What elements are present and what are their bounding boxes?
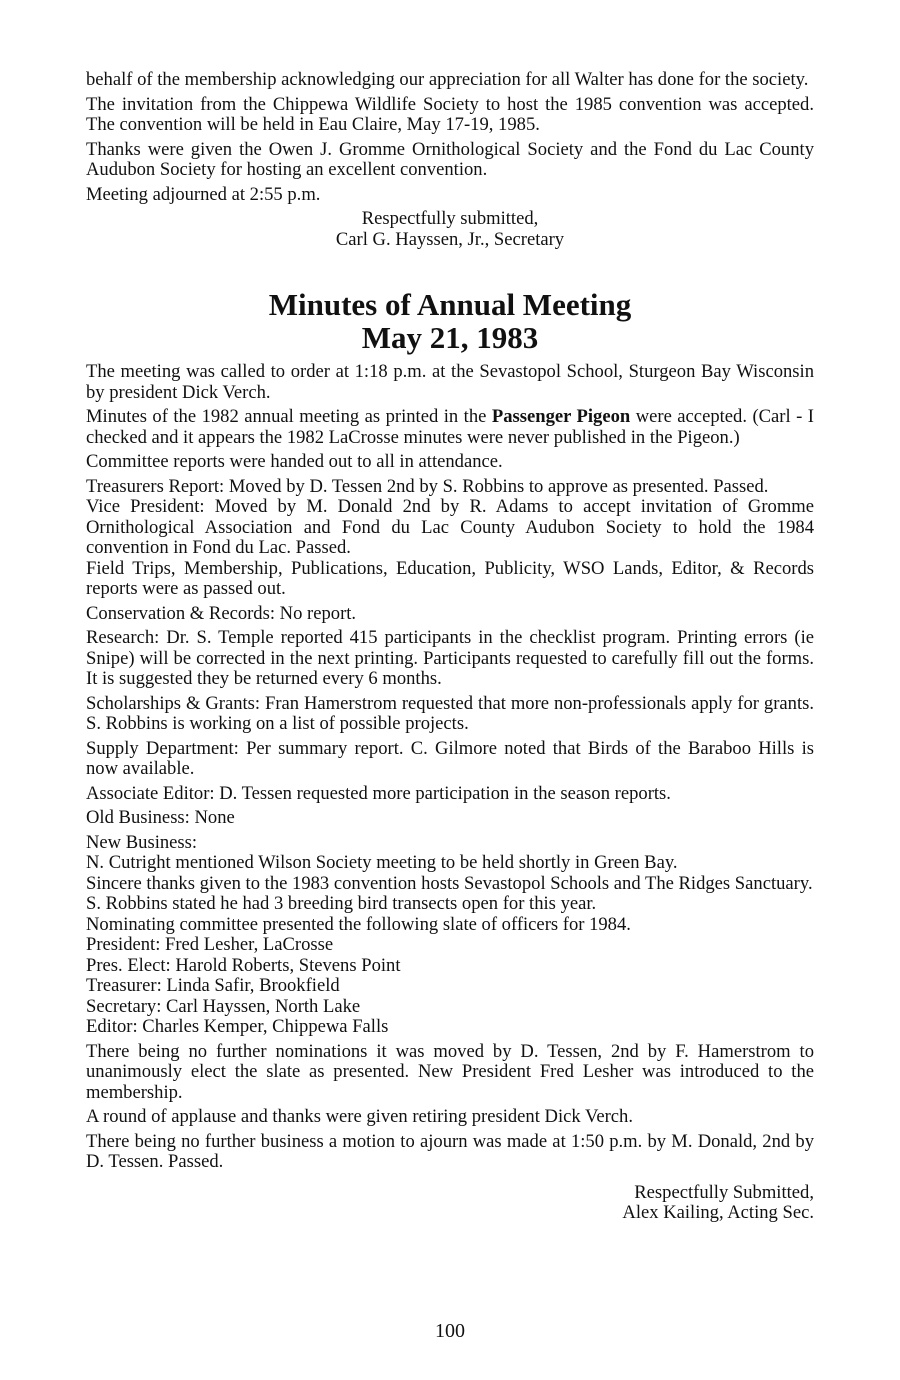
cutright-paragraph: N. Cutright mentioned Wilson Society meeting to be held shortly in Green Bay. xyxy=(86,852,678,873)
vice-president-paragraph: Vice President: Moved by M. Donald 2nd by R. Adams to accept invitation of Gromme Ornithological Association and Fond du Lac County Audubon Society to hold the 1984 convention in Fond du Lac. Passed. xyxy=(86,496,814,558)
adjourned-paragraph: Meeting adjourned at 2:55 p.m. xyxy=(86,183,321,205)
new-business-heading: New Business: xyxy=(86,831,198,853)
minutes-signoff-line: Respectfully Submitted, xyxy=(634,1181,814,1203)
prior-minutes-text-b: were accepted. (Carl - I checked and it appears the 1982 LaCrosse minutes were never published in the Pigeon.) xyxy=(86,406,814,448)
election-paragraph: There being no further nominations it was moved by D. Tessen, 2nd by F. Hamerstrom to unanimously elect the slate as presented. New President Fred Lesher was introduced to the membership. xyxy=(86,1040,814,1103)
section-heading xyxy=(86,288,814,354)
treasurer-paragraph: Treasurers Report: Moved by D. Tessen 2nd by S. Robbins to approve as presented. Passed. xyxy=(86,475,769,497)
associate-editor-paragraph: Associate Editor: D. Tessen requested more participation in the season reports. xyxy=(86,782,671,804)
officer-line: President: Fred Lesher, LaCrosse xyxy=(86,934,334,955)
supply-paragraph: Supply Department: Per summary report. C. Gilmore noted that Birds of the Baraboo Hills is now available. xyxy=(86,737,814,779)
old-business-paragraph: Old Business: None xyxy=(86,807,235,828)
prior-minutes-text-a: Minutes of the 1982 annual meeting as printed in the xyxy=(86,406,492,427)
officer-line: Editor: Charles Kemper, Chippewa Falls xyxy=(86,1016,389,1037)
officer-line: Treasurer: Linda Safir, Brookfield xyxy=(86,975,340,996)
transects-paragraph: S. Robbins stated he had 3 breeding bird transects open for this year. xyxy=(86,893,597,914)
applause-paragraph: A round of applause and thanks were given retiring president Dick Verch. xyxy=(86,1106,633,1127)
signoff-line: Respectfully submitted, xyxy=(361,208,539,229)
research-paragraph: Research: Dr. S. Temple reported 415 participants in the checklist program. Printing errors (ie Snipe) will be corrected in the next printing. Participants requested to carefully fill out the forms. It is suggested they be returned every 6 months. xyxy=(86,627,814,689)
officer-line: Secretary: Carl Hayssen, North Lake xyxy=(86,995,361,1017)
conservation-paragraph: Conservation & Records: No report. xyxy=(86,602,357,624)
body-text xyxy=(86,70,814,1224)
officer-line: Pres. Elect: Harold Roberts, Stevens Point xyxy=(86,954,401,976)
page-number: 100 xyxy=(435,1320,465,1342)
journal-title: Passenger Pigeon xyxy=(491,406,631,427)
opening-paragraph: The meeting was called to order at 1:18 p.m. at the Sevastopol School, Sturgeon Bay Wisconsin by president Dick Verch. xyxy=(86,361,814,403)
thanks-paragraph: Thanks were given the Owen J. Gromme Ornithological Society and the Fond du Lac County Audubon Society for hosting an excellent convention. xyxy=(86,138,814,180)
prior-minutes-paragraph xyxy=(86,407,814,448)
committee-paragraph: Committee reports were handed out to all in attendance. xyxy=(86,451,503,472)
minutes-signer-line: Alex Kailing, Acting Sec. xyxy=(622,1202,814,1223)
field-trips-paragraph: Field Trips, Membership, Publications, Education, Publicity, WSO Lands, Editor, & Records reports were as passed out. xyxy=(86,557,814,599)
scholarships-paragraph: Scholarships & Grants: Fran Hamerstrom requested that more non-professionals apply for grants. S. Robbins is working on a list of possible projects. xyxy=(86,692,814,734)
adjourn-paragraph: There being no further business a motion to ajourn was made at 1:50 p.m. by M. Donald, 2nd by D. Tessen. Passed. xyxy=(86,1130,814,1172)
convention-1985-paragraph: The invitation from the Chippewa Wildlife Society to host the 1985 convention was accepted. The convention will be held in Eau Claire, May 17-19, 1985. xyxy=(86,93,814,135)
signer-line: Carl G. Hayssen, Jr., Secretary xyxy=(335,228,565,250)
thanks-hosts-paragraph: Sincere thanks given to the 1983 convention hosts Sevastopol Schools and The Ridges Sanctuary. xyxy=(86,872,813,894)
heading-date: May 21, 1983 xyxy=(361,320,539,355)
heading-title: Minutes of Annual Meeting xyxy=(268,287,632,322)
nominating-paragraph: Nominating committee presented the following slate of officers for 1984. xyxy=(86,913,631,935)
continued-paragraph: behalf of the membership acknowledging our appreciation for all Walter has done for the society. xyxy=(86,69,809,90)
